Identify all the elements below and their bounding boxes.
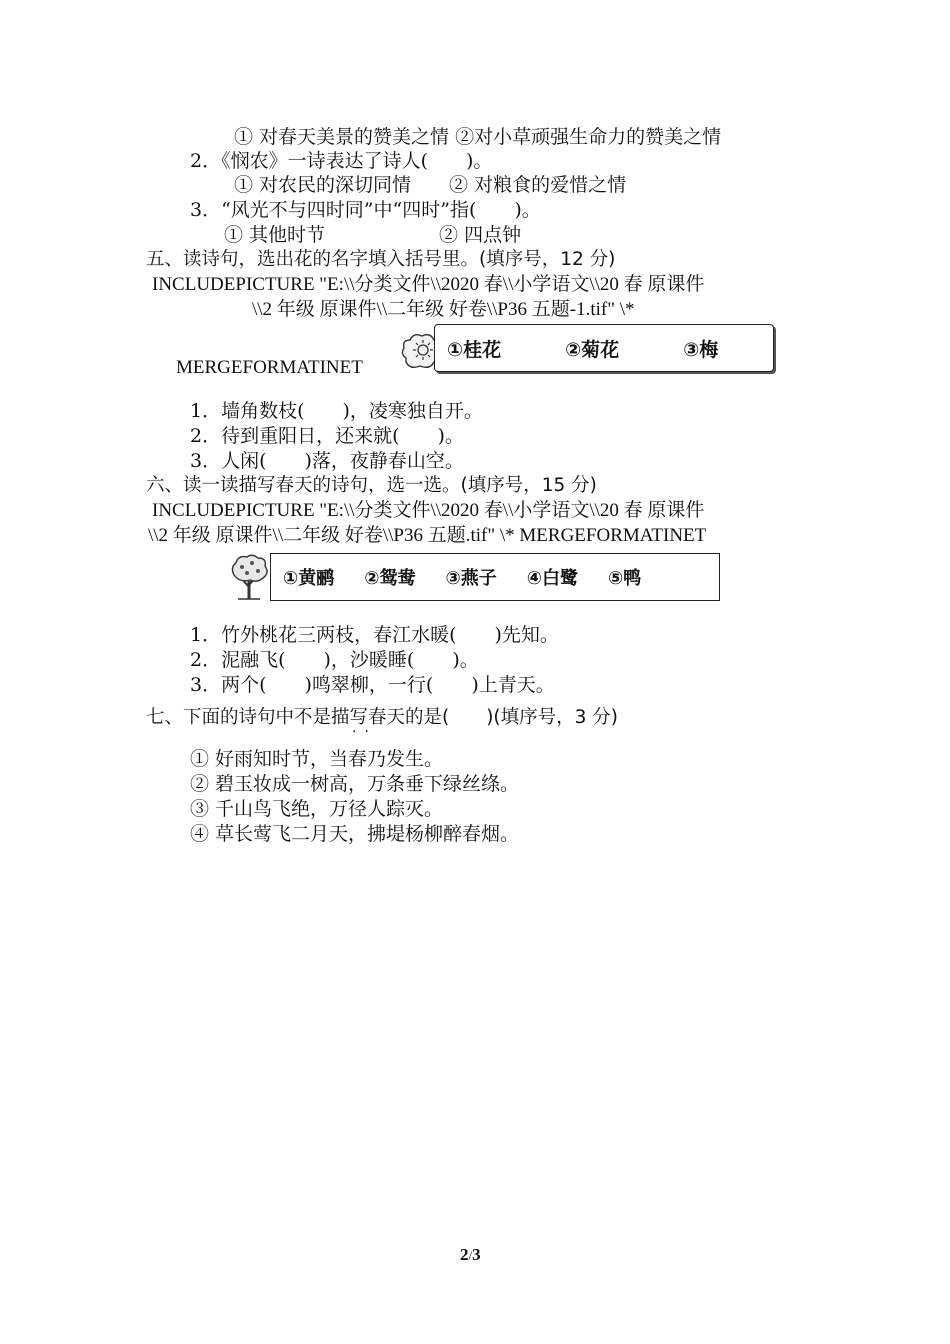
section6-include-line2: \\2 年级 原课件\\二年级 好卷\\P36 五题.tif" \* MERGEFORMATINET [148, 525, 707, 546]
q3-options: ① 其他时节 ② 四点钟 [224, 224, 522, 246]
q1-options: ① 对春天美景的赞美之情 ②对小草顽强生命力的赞美之情 [234, 126, 722, 148]
section5-q1: 1．墙角数枝( )，凌寒独自开。 [190, 400, 483, 422]
section5-heading: 五、读诗句，选出花的名字填入括号里。(填序号，12 分) [146, 249, 616, 270]
bird-options-box [270, 553, 720, 601]
section6-include-line1: INCLUDEPICTURE "E:\\分类文件\\2020 春\\小学语文\\20 春 原课件 [152, 500, 705, 521]
page-current: 2 [460, 1245, 469, 1264]
section6-q3: 3．两个( )鸣翠柳，一行( )上青天。 [190, 674, 555, 696]
section5-q3: 3．人闲( )落，夜静春山空。 [190, 450, 464, 472]
section7-option-3: ③ 千山鸟飞绝，万径人踪灭。 [190, 798, 444, 820]
section5-q2: 2．待到重阳日，还来就( )。 [190, 425, 464, 447]
section6-q2: 2．泥融飞( )，沙暖睡( )。 [190, 649, 479, 671]
bird-option-5: ⑤鸭 [608, 568, 642, 589]
section7-option-1: ① 好雨知时节，当春乃发生。 [190, 748, 444, 770]
bird-option-1: ①黄鹂 [283, 568, 335, 589]
flower-option-2: ②菊花 [565, 338, 620, 361]
section7-option-4: ④ 草长莺飞二月天，拂堤杨柳醉春烟。 [190, 823, 520, 845]
page-total: 3 [472, 1245, 481, 1264]
section6-q1: 1．竹外桃花三两枝，春江水暖( )先知。 [190, 624, 559, 646]
bird-option-4: ④白鹭 [526, 568, 578, 589]
page-number [460, 1245, 481, 1265]
section5-include-line3: MERGEFORMATINET [176, 357, 363, 378]
flower-option-3: ③梅 [683, 338, 719, 361]
section7-heading: 七、下面的诗句中不是描写春天的是( )(填序号，3 分) [146, 707, 619, 728]
flower-options-box [434, 324, 774, 372]
bird-option-2: ②鸳鸯 [364, 568, 416, 589]
section6-heading: 六、读一读描写春天的诗句，选一选。(填序号，15 分) [146, 475, 597, 496]
flower-option-1: ①桂花 [447, 338, 502, 361]
page-separator: / [468, 1248, 473, 1263]
section7-option-2: ② 碧玉妆成一树高，万条垂下绿丝绦。 [190, 773, 520, 795]
q3-question: 3．“风光不与四时同”中“四时”指( )。 [190, 199, 541, 221]
section5-include-line1: INCLUDEPICTURE "E:\\分类文件\\2020 春\\小学语文\\20 春 原课件 [152, 274, 705, 295]
q2-options: ① 对农民的深切同情 ② 对粮食的爱惜之情 [234, 174, 627, 196]
section5-include-line2: \\2 年级 原课件\\二年级 好卷\\P36 五题-1.tif" \* [252, 299, 635, 320]
tree-icon [228, 553, 270, 601]
emphasis-dots: ·· [352, 724, 377, 740]
bird-option-3: ③燕子 [445, 568, 497, 589]
q2-question: 2．《悯农》一诗表达了诗人( )。 [190, 150, 493, 172]
